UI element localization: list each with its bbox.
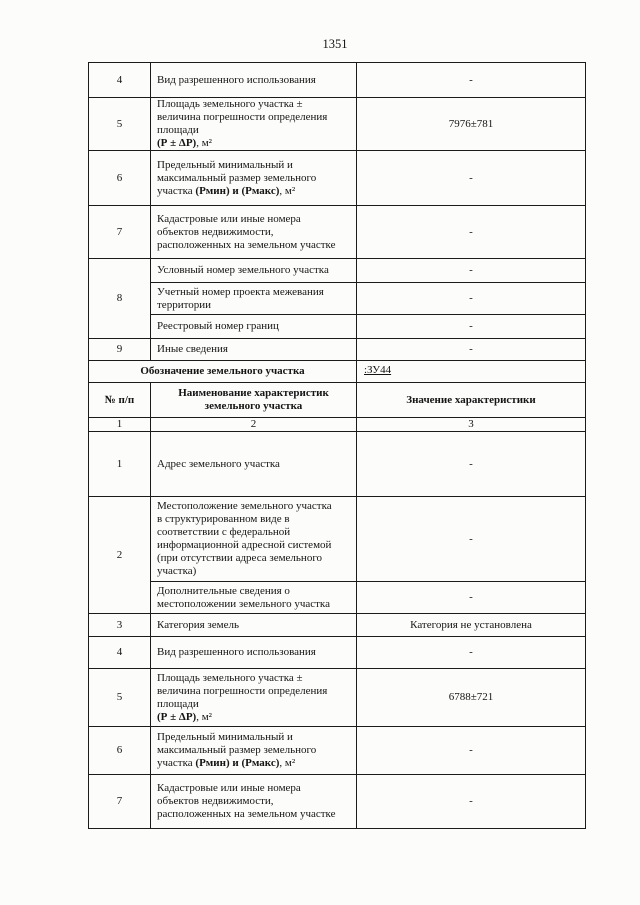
characteristic-value: -: [357, 582, 586, 614]
name-line: Предельный минимальный и: [157, 731, 293, 743]
column-number: 2: [151, 418, 357, 432]
name-line: участка): [157, 565, 197, 577]
characteristic-name: Иные сведения: [151, 339, 357, 361]
row-number: 5: [89, 98, 151, 151]
characteristic-value: -: [357, 315, 586, 339]
name-line: (при отсутствии адреса земельного: [157, 552, 323, 564]
characteristic-name: [151, 206, 357, 259]
table-row: [89, 63, 586, 98]
characteristic-name: Вид разрешенного использования: [151, 637, 357, 669]
header-number: № п/п: [89, 383, 151, 418]
name-line: [157, 711, 354, 724]
name-line: [157, 757, 354, 770]
land-parcel-characteristics-table: [88, 62, 586, 829]
characteristic-value: 7976±781: [357, 98, 586, 151]
name-line: Кадастровые или иные номера: [157, 782, 301, 794]
header-line: Наименование характеристик: [178, 387, 329, 399]
column-number: 1: [89, 418, 151, 432]
table-row: [89, 775, 586, 829]
page-number: 1351: [322, 37, 348, 51]
name-line: Дополнительные сведения о: [157, 584, 290, 597]
size-formula: (Рмин) и (Рмакс): [195, 184, 280, 197]
row-number: 7: [89, 206, 151, 259]
row-number: 4: [89, 63, 151, 98]
header-characteristic-value: Значение характеристики: [357, 383, 586, 418]
row-number: 6: [89, 727, 151, 775]
name-line: величина погрешности определения: [157, 684, 328, 697]
name-line: в структурированном виде в: [157, 513, 290, 525]
name-line: [157, 137, 354, 150]
characteristic-value: Категория не установлена: [357, 614, 586, 637]
table-header-row: [89, 383, 586, 418]
table-row: [89, 614, 586, 637]
name-line: расположенных на земельном участке: [157, 808, 336, 820]
name-line: объектов недвижимости,: [157, 225, 274, 238]
name-line: Кадастровые или иные номера: [157, 212, 301, 225]
characteristic-value: -: [357, 259, 586, 283]
name-line: Реестровый номер границ: [157, 320, 279, 332]
area-unit: , м²: [279, 184, 296, 197]
name-line: Площадь земельного участка ±: [157, 671, 303, 684]
area-formula: (Р ± ΔР): [157, 137, 197, 149]
characteristic-value: -: [357, 206, 586, 259]
name-line: Условный номер земельного участка: [157, 264, 329, 276]
characteristic-name: [151, 259, 357, 283]
table-row: [89, 582, 586, 614]
table-row: [89, 206, 586, 259]
characteristic-value: -: [357, 727, 586, 775]
name-line: Учетный номер проекта межевания: [157, 285, 324, 298]
characteristic-name: [151, 727, 357, 775]
table-row: [89, 283, 586, 315]
name-line: площади: [157, 124, 199, 136]
name-line: [157, 185, 354, 198]
row-number: 8: [89, 259, 151, 339]
table-row: [89, 497, 586, 582]
area-unit: , м²: [196, 710, 212, 723]
characteristic-value: -: [357, 775, 586, 829]
table-row: [89, 727, 586, 775]
row-number: 7: [89, 775, 151, 829]
characteristic-name: [151, 497, 357, 582]
header-characteristic-name: [151, 383, 357, 418]
characteristic-name: [151, 669, 357, 727]
row-number: 1: [89, 432, 151, 497]
row-number: 2: [89, 497, 151, 614]
name-line: местоположении земельного участка: [157, 597, 330, 610]
area-formula: (Р ± ΔР): [157, 710, 197, 723]
characteristic-name: [151, 582, 357, 614]
table-row: [89, 432, 586, 497]
characteristic-value: -: [357, 497, 586, 582]
name-line: Площадь земельного участка ±: [157, 98, 303, 110]
characteristic-value: -: [357, 339, 586, 361]
characteristic-name: [151, 775, 357, 829]
table-row: [89, 637, 586, 669]
characteristic-value: -: [357, 283, 586, 315]
row-number: 9: [89, 339, 151, 361]
header-line: земельного участка: [204, 400, 303, 412]
characteristic-name: Категория земель: [151, 614, 357, 637]
name-line: максимальный размер земельного: [157, 171, 317, 184]
name-line: величина погрешности определения: [157, 111, 328, 123]
name-line: территории: [157, 298, 212, 311]
table-row: [89, 669, 586, 727]
designation-label: Обозначение земельного участка: [89, 361, 357, 383]
characteristic-name: Вид разрешенного использования: [151, 63, 357, 98]
name-prefix: участка: [157, 757, 196, 769]
characteristic-name: [151, 98, 357, 151]
characteristic-value: -: [357, 63, 586, 98]
name-line: расположенных на земельном участке: [157, 238, 336, 251]
table-row: [89, 259, 586, 283]
row-number: 5: [89, 669, 151, 727]
row-number: 4: [89, 637, 151, 669]
characteristic-value: -: [357, 151, 586, 206]
parcel-designation: :ЗУ44: [364, 364, 392, 376]
column-number-row: [89, 418, 586, 432]
name-prefix: участка: [157, 184, 196, 197]
table-row: [89, 339, 586, 361]
characteristic-name: [151, 151, 357, 206]
characteristic-name: [151, 315, 357, 339]
area-unit: , м²: [279, 757, 296, 769]
name-line: максимальный размер земельного: [157, 744, 317, 756]
designation-row: [89, 361, 586, 383]
table-row: [89, 98, 586, 151]
table-row: [89, 315, 586, 339]
characteristic-value: -: [357, 432, 586, 497]
characteristic-name: [151, 283, 357, 315]
name-line: Местоположение земельного участка: [157, 500, 332, 512]
characteristic-value: 6788±721: [357, 669, 586, 727]
name-line: объектов недвижимости,: [157, 795, 274, 807]
designation-value-cell: [357, 361, 586, 383]
row-number: 3: [89, 614, 151, 637]
characteristic-value: -: [357, 637, 586, 669]
area-unit: , м²: [196, 137, 212, 149]
name-line: соответствии с федеральной: [157, 526, 291, 538]
column-number: 3: [357, 418, 586, 432]
characteristic-name: Адрес земельного участка: [151, 432, 357, 497]
name-line: площади: [157, 697, 199, 710]
name-line: информационной адресной системой: [157, 539, 332, 551]
name-line: Предельный минимальный и: [157, 158, 293, 171]
size-formula: (Рмин) и (Рмакс): [195, 757, 280, 769]
row-number: 6: [89, 151, 151, 206]
table-row: [89, 151, 586, 206]
